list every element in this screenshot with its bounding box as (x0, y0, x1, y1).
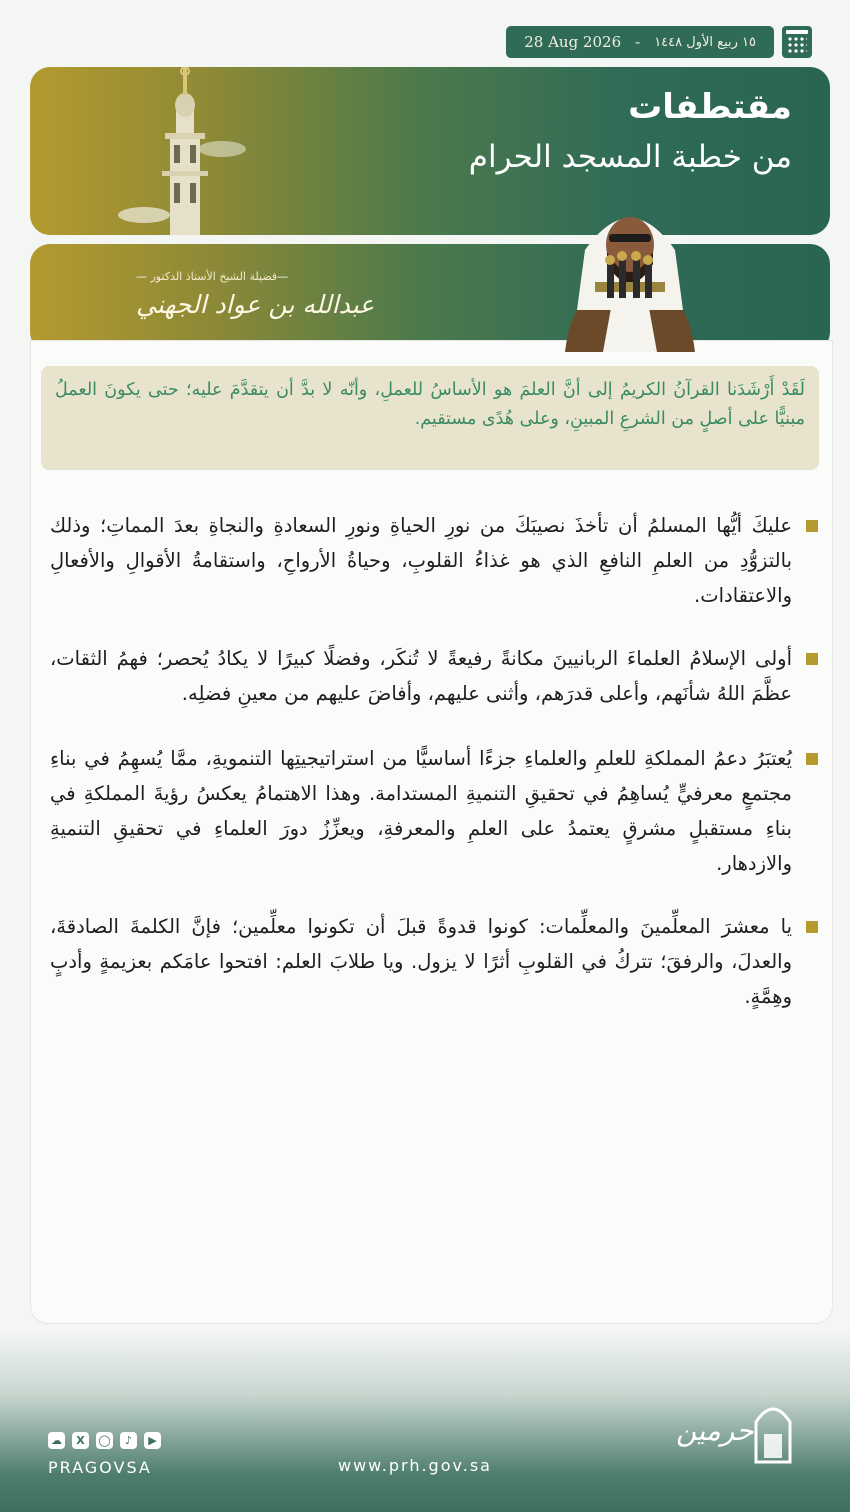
sheikh-honorific: — فضيلة الشيخ الأستاذ الدكتور — (136, 270, 288, 283)
intro-quote: لَقَدْ أَرْشَدَنا القرآنُ الكريمُ إلى أنَّ العلمَ هو الأساسُ للعملِ، وأنّه لا بدَّ أن يتقدَّمَ عليه؛ حتى يكونَ العملُ مبنيًّا على أصلٍ من الشرعِ المبينِ، وعلى هُدًى مستقيم. (41, 366, 819, 470)
minaret-icon (110, 67, 260, 235)
tiktok-icon[interactable]: ♪ (120, 1432, 137, 1449)
website-link[interactable]: www.prh.gov.sa (338, 1456, 492, 1475)
date-separator: - (635, 33, 641, 51)
social-handle: PRAGOVSA (48, 1458, 152, 1477)
list-item (50, 641, 820, 711)
point-text: عليكَ أيُّها المسلمُ أن تأخذَ نصيبَكَ من نورِ الحياةِ ونورِ السعادةِ والنجاةِ بعدَ المماتِ؛ وذلك بالتزوُّدِ من العلمِ النافعِ الذي هو غذاءُ القلوبِ، وحياةُ الأرواحِ، واستقامةُ الأقوالِ والأفعالِ والاعتقادات. (50, 514, 792, 607)
bullet-icon (806, 753, 818, 765)
point-text: يا معشرَ المعلِّمينَ والمعلِّمات: كونوا قدوةً قبلَ أن تكونوا معلِّمين؛ فإنَّ الكلمةَ الصادقةَ، والعدلَ، والرفقَ؛ تتركُ في القلوبِ أثرًا لا يزول. ويا طلابَ العلم: افتحوا عامَكم بعزيمةٍ وأدبٍ وهِمَّةٍ. (50, 915, 792, 1008)
page-subtitle: من خطبة المسجد الحرام (468, 139, 792, 175)
bullet-icon (806, 921, 818, 933)
page-title: مقتطفات (628, 87, 792, 127)
bullet-icon (806, 653, 818, 665)
instagram-icon[interactable]: ◯ (96, 1432, 113, 1449)
bullet-icon (806, 520, 818, 532)
sheikh-portrait (545, 190, 715, 352)
social-links (48, 1432, 161, 1449)
list-item (50, 909, 820, 1014)
x-icon[interactable]: X (72, 1432, 89, 1449)
calendar-icon (782, 26, 812, 58)
date-pill (506, 26, 774, 58)
points-list (50, 508, 820, 1014)
snapchat-icon[interactable]: ☁ (48, 1432, 65, 1449)
point-text: يُعتبَرُ دعمُ المملكةِ للعلمِ والعلماءِ جزءًا أساسيًّا من استراتيجيتِها التنمويةِ، ممَّا يُسهِمُ في بناءِ مجتمعٍ معرفيٍّ يُساهِمُ في تحقيقِ التنميةِ المستدامة. وهذا الاهتمامُ يعكسُ رؤيةَ المملكةِ في بناءِ مستقبلٍ مشرقٍ يعتمدُ على العلمِ والمعرفةِ، ويعزِّزُ دورَ العلماءِ في تحقيقِ التنميةِ والازدهار. (50, 747, 792, 875)
list-item (50, 508, 820, 613)
sheikh-name: عبدالله بن عواد الجهني (136, 290, 375, 319)
hijri-date: ١٥ ربيع الأول ١٤٤٨ (654, 34, 756, 50)
gregorian-date: 28 Aug 2026 (524, 33, 622, 51)
logo-text: حرمين (676, 1414, 754, 1447)
youtube-icon[interactable]: ▶ (144, 1432, 161, 1449)
date-strip (506, 26, 812, 58)
list-item (50, 741, 820, 881)
point-text: أولى الإسلامُ العلماءَ الربانيينَ مكانةً رفيعةً لا تُنكَر، وفضلًا كبيرًا لا يكادُ يُحصر؛ فهمُ الثقات، عظَّمَ اللهُ شأنَهم، وأعلى قدرَهم، وأثنى عليهم، وأفاضَ عليهم من معينِ فضلِه. (50, 647, 792, 705)
